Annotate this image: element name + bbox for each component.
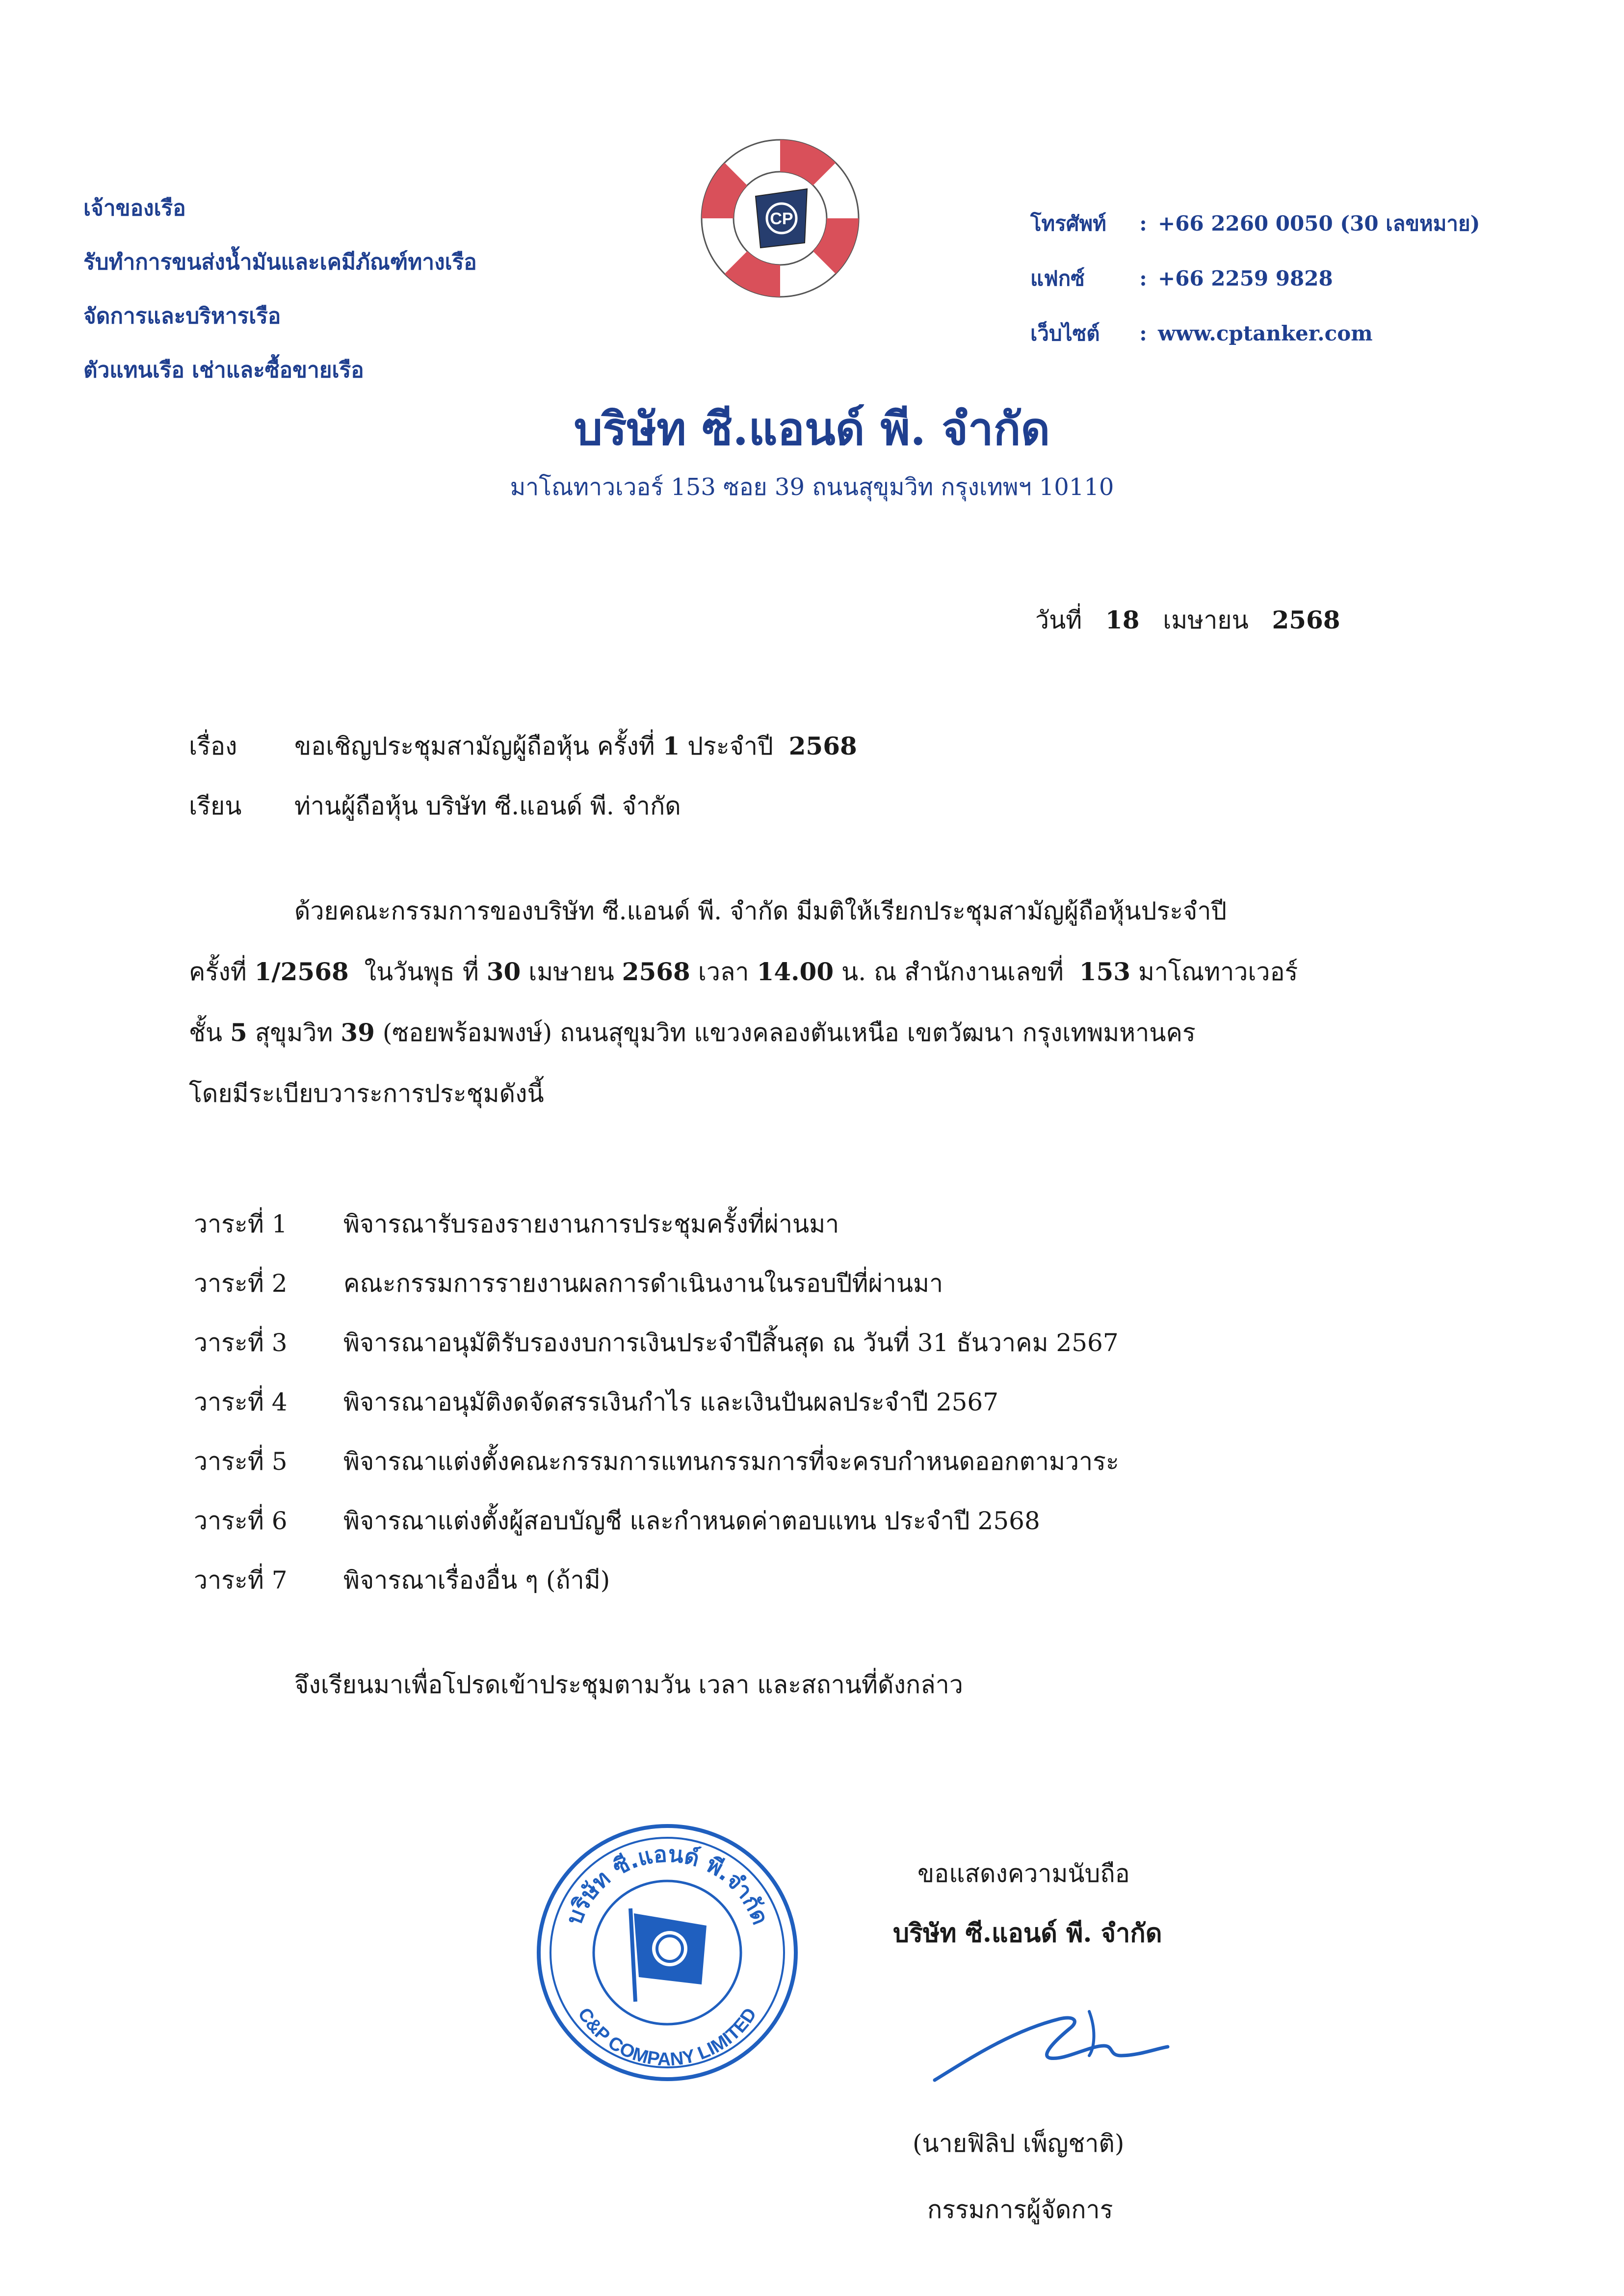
agenda-text: พิจารณาอนุมัติงดจัดสรรเงินกำไร และเงินปันผลประจำปี 2567	[343, 1388, 999, 1416]
contact-value: +66 2259 9828	[1158, 266, 1333, 290]
subject-part: ขอเชิญประชุมสามัญผู้ถือหุ้น ครั้งที่	[294, 732, 655, 760]
intro-line: โดยมีระเบียบวาระการประชุมดังนี้	[189, 1079, 544, 1108]
agenda-text: พิจารณารับรองรายงานการประชุมครั้งที่ผ่านมา	[343, 1210, 839, 1238]
subject-text	[294, 716, 857, 776]
agenda-item	[194, 1491, 1119, 1551]
intro-paragraph	[189, 881, 1381, 1124]
agenda-item	[194, 1254, 1119, 1313]
contact-sep: :	[1139, 211, 1147, 235]
agenda-item	[194, 1313, 1119, 1373]
contact-block	[1030, 196, 1480, 361]
agenda-number: วาระที่ 6	[194, 1507, 288, 1535]
service-item: รับทำการขนส่งน้ำมันและเคมีภัณฑ์ทางเรือ	[83, 250, 477, 275]
text-run-bold: 30	[486, 957, 521, 986]
contact-sep: :	[1139, 321, 1147, 345]
contact-fax	[1030, 251, 1480, 306]
contact-phone	[1030, 196, 1480, 251]
stamp-text-top: บริษัท ซี.แอนด์ พี.จำกัด	[560, 1840, 774, 1929]
contact-value: www.cptanker.com	[1158, 321, 1373, 345]
agenda-item	[194, 1432, 1119, 1491]
text-run: สุขุมวิท	[255, 1018, 333, 1047]
company-address: มาโณทาวเวอร์ 153 ซอย 39 ถนนสุขุมวิท กรุงเทพฯ 10110	[510, 473, 1114, 501]
text-run-bold: 39	[341, 1018, 375, 1047]
signer-name: (นายฟิลิป เพ็ญชาติ)	[913, 2129, 1125, 2158]
contact-label: แฟกซ์	[1030, 266, 1085, 290]
service-item: จัดการและบริหารเรือ	[83, 304, 281, 329]
text-run-bold: 5	[230, 1018, 247, 1047]
services-list	[83, 182, 477, 397]
agenda-item	[194, 1195, 1119, 1254]
date-year: 2568	[1272, 605, 1340, 634]
regards-line: ขอแสดงความนับถือ	[917, 1859, 1130, 1888]
agenda-item	[194, 1551, 1119, 1610]
intro-line	[189, 1002, 1381, 1063]
company-logo	[687, 125, 873, 312]
signer-title: กรรมการผู้จัดการ	[927, 2195, 1113, 2224]
agenda-number: วาระที่ 7	[194, 1566, 288, 1594]
text-run: ชั้น	[189, 1018, 223, 1047]
subject-label: เรื่อง	[189, 732, 237, 760]
company-stamp	[530, 1815, 805, 2090]
agenda-item	[194, 1373, 1119, 1432]
text-run-bold: 1/2568	[254, 957, 349, 986]
text-run-bold: 14.00	[757, 957, 834, 986]
agenda-text: พิจารณาอนุมัติรับรองงบการเงินประจำปีสิ้นสุด ณ วันที่ 31 ธันวาคม 2567	[343, 1329, 1119, 1357]
text-run: ครั้งที่	[189, 958, 247, 986]
handwritten-signature	[927, 2002, 1173, 2095]
agenda-text: พิจารณาเรื่องอื่น ๆ (ถ้ามี)	[343, 1566, 610, 1594]
text-run: น. ณ สำนักงานเลขที่	[841, 958, 1064, 986]
contact-label: เว็บไซต์	[1030, 321, 1100, 345]
text-run: ในวันพุธ ที่	[364, 958, 479, 986]
contact-website	[1030, 306, 1480, 361]
date-month: เมษายน	[1163, 606, 1249, 634]
subject-year: 2568	[788, 731, 857, 760]
date-day: 18	[1105, 605, 1140, 634]
agenda-text: คณะกรรมการรายงานผลการดำเนินงานในรอบปีที่ผ่านมา	[343, 1269, 943, 1298]
agenda-list	[194, 1195, 1119, 1610]
logo-mark: CP	[770, 209, 793, 228]
agenda-number: วาระที่ 3	[194, 1329, 288, 1357]
company-name: บริษัท ซี.แอนด์ พี. จำกัด	[574, 402, 1050, 455]
closing-line: จึงเรียนมาเพื่อโปรดเข้าประชุมตามวัน เวลา และสถานที่ดังกล่าว	[294, 1670, 963, 1699]
intro-line: ด้วยคณะกรรมการของบริษัท ซี.แอนด์ พี. จำกัด มีมติให้เรียกประชุมสามัญผู้ถือหุ้นประจำปี	[294, 897, 1227, 925]
text-run: เมษายน	[528, 958, 614, 986]
text-run: เวลา	[698, 958, 749, 986]
subject-number: 1	[662, 731, 680, 760]
agenda-text: พิจารณาแต่งตั้งคณะกรรมการแทนกรรมการที่จะครบกำหนดออกตามวาระ	[343, 1447, 1119, 1476]
to-row	[189, 776, 857, 836]
to-label: เรียน	[189, 792, 242, 820]
date-prefix: วันที่	[1035, 606, 1082, 634]
subject-block	[189, 716, 857, 836]
letter-date	[1035, 601, 1340, 640]
service-item: ตัวแทนเรือ เช่าและซื้อขายเรือ	[83, 358, 364, 383]
agenda-number: วาระที่ 1	[194, 1210, 288, 1238]
service-item: เจ้าของเรือ	[83, 196, 186, 221]
text-run: (ซอยพร้อมพงษ์) ถนนสุขุมวิท แขวงคลองตันเหนือ เขตวัฒนา กรุงเทพมหานคร	[382, 1018, 1196, 1047]
subject-row	[189, 716, 857, 776]
stamp-text-bottom: C&P COMPANY LIMITED	[574, 2004, 761, 2070]
agenda-number: วาระที่ 2	[194, 1269, 288, 1298]
contact-value: +66 2260 0050 (30 เลขหมาย)	[1158, 211, 1480, 235]
signer-company: บริษัท ซี.แอนด์ พี. จำกัด	[893, 1918, 1162, 1948]
text-run: มาโณทาวเวอร์	[1138, 958, 1298, 986]
intro-line	[189, 941, 1381, 1002]
to-text: ท่านผู้ถือหุ้น บริษัท ซี.แอนด์ พี. จำกัด	[294, 792, 681, 820]
text-run-bold: 2568	[622, 957, 690, 986]
contact-sep: :	[1139, 266, 1147, 290]
contact-label: โทรศัพท์	[1030, 211, 1106, 235]
subject-part: ประจำปี	[687, 732, 773, 760]
agenda-number: วาระที่ 5	[194, 1447, 288, 1476]
agenda-number: วาระที่ 4	[194, 1388, 288, 1416]
agenda-text: พิจารณาแต่งตั้งผู้สอบบัญชี และกำหนดค่าตอบแทน ประจำปี 2568	[343, 1507, 1040, 1535]
text-run-bold: 153	[1079, 957, 1131, 986]
